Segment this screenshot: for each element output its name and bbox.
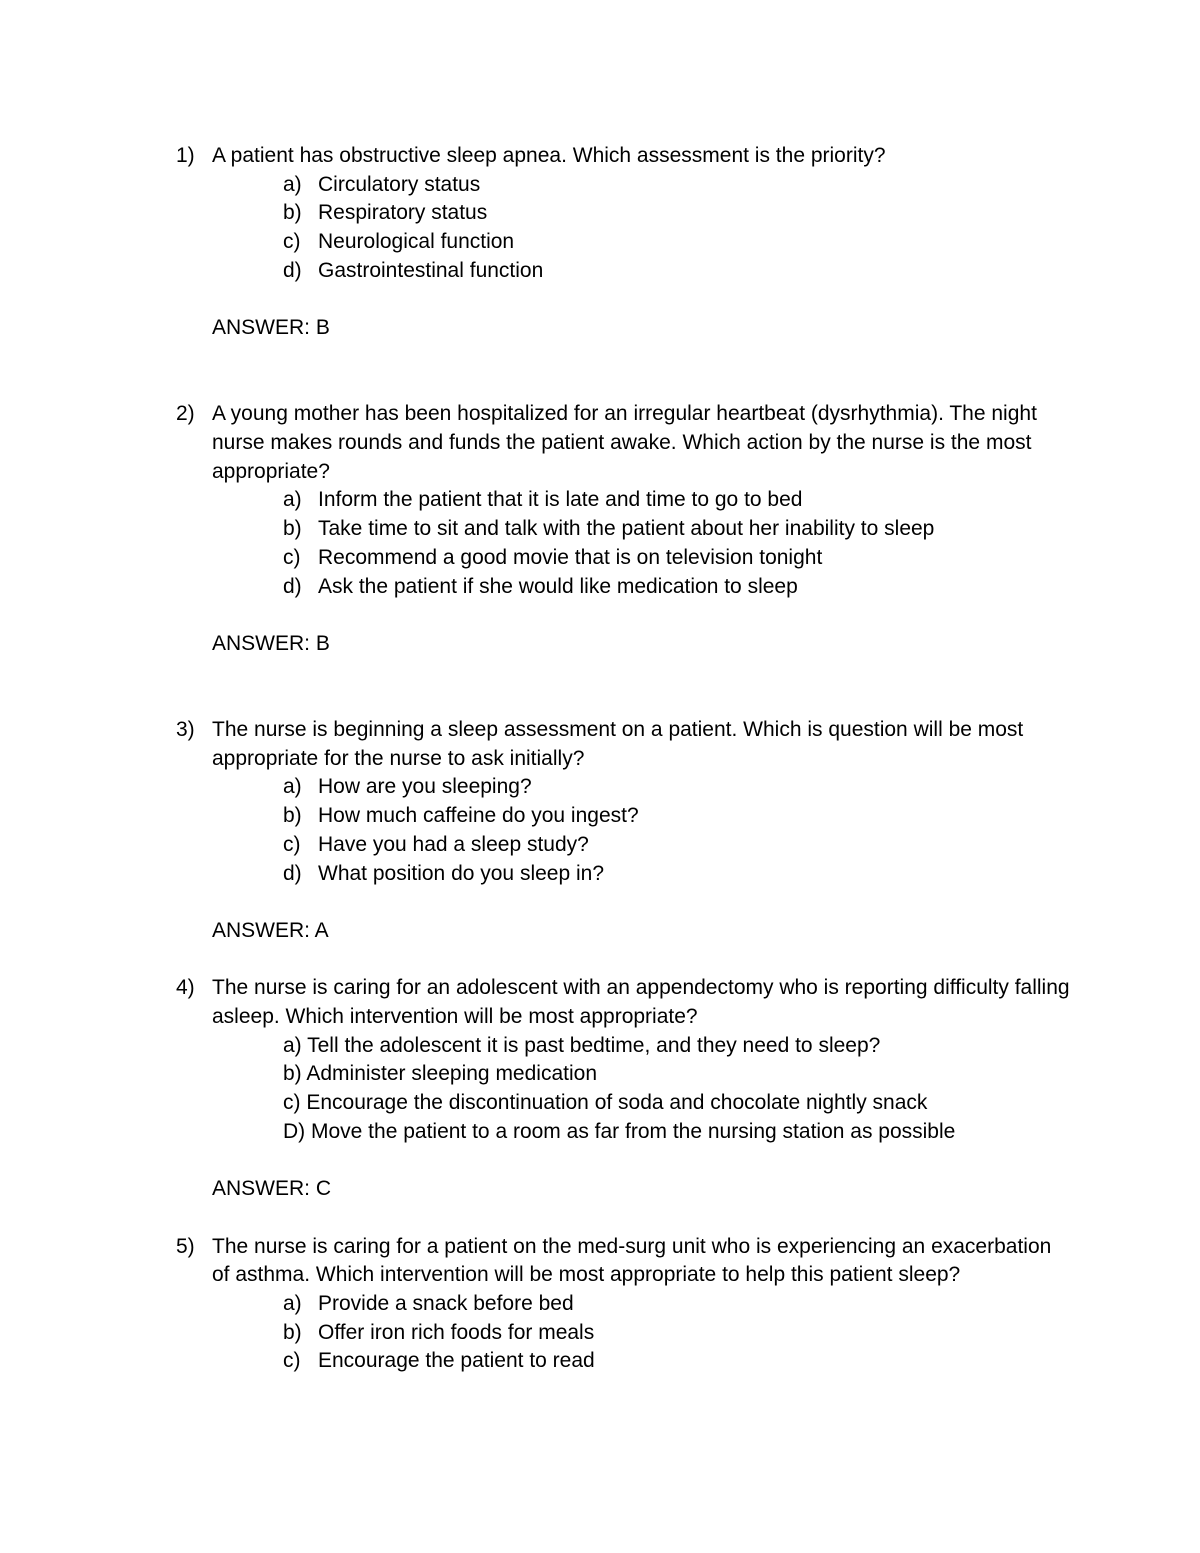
question-text: The nurse is caring for a patient on the med-surg unit who is experiencing an exacerbation of asthma. Which intervention will be most appropriate to help this patient sleep? bbox=[212, 1234, 1052, 1287]
option-b bbox=[212, 199, 1072, 228]
option-letter: c) bbox=[283, 832, 301, 856]
question-text: The nurse is beginning a sleep assessment on a patient. Which is question will be most appropriate for the nurse to ask initially? bbox=[212, 718, 1024, 770]
option-letter: a) bbox=[283, 488, 302, 512]
option-text: How are you sleeping? bbox=[318, 775, 532, 799]
answer-key: ANSWER: C bbox=[212, 1177, 332, 1201]
option-letter: c) bbox=[283, 545, 301, 569]
option-letter: a) bbox=[283, 775, 302, 799]
option-c bbox=[212, 544, 1072, 573]
option-b bbox=[212, 515, 1072, 544]
question-number: 3) bbox=[176, 718, 195, 741]
document-page bbox=[0, 142, 1200, 1376]
option-letter: d) bbox=[283, 574, 302, 598]
question-5 bbox=[0, 1233, 1072, 1377]
option-letter: b) bbox=[283, 517, 302, 541]
option-d bbox=[212, 257, 1072, 286]
question-number: 4) bbox=[176, 976, 195, 1000]
option-b bbox=[212, 802, 1072, 831]
option-b bbox=[212, 1319, 1072, 1348]
option-letter: c) bbox=[283, 1349, 301, 1373]
option-text: Have you had a sleep study? bbox=[318, 832, 589, 856]
option-text: Recommend a good movie that is on television tonight bbox=[318, 545, 823, 569]
spacer bbox=[0, 1204, 1200, 1233]
option-letter: c) bbox=[283, 230, 301, 254]
answer-key: ANSWER: A bbox=[212, 918, 329, 942]
question-4 bbox=[0, 974, 1072, 1204]
option-letter: d) bbox=[283, 258, 302, 282]
option-d: D) Move the patient to a room as far from the nursing station as possible bbox=[283, 1119, 956, 1143]
option-text: Respiratory status bbox=[318, 201, 488, 225]
option-a bbox=[212, 486, 1072, 515]
spacer bbox=[0, 343, 1200, 400]
option-b: b) Administer sleeping medication bbox=[283, 1062, 597, 1086]
option-a bbox=[212, 171, 1072, 200]
option-text: Ask the patient if she would like medication to sleep bbox=[318, 574, 798, 598]
option-a bbox=[212, 773, 1072, 802]
option-letter: a) bbox=[283, 172, 302, 196]
option-d bbox=[212, 860, 1072, 889]
option-letter: b) bbox=[283, 201, 302, 225]
option-c bbox=[212, 1347, 1072, 1376]
question-text: A patient has obstructive sleep apnea. Which assessment is the priority? bbox=[212, 144, 886, 167]
answer-key: ANSWER: B bbox=[212, 316, 330, 340]
option-text: Neurological function bbox=[318, 230, 515, 254]
option-text: Inform the patient that it is late and time to go to bed bbox=[318, 488, 803, 512]
question-2 bbox=[0, 400, 1072, 658]
option-text: How much caffeine do you ingest? bbox=[318, 804, 639, 828]
option-text: Encourage the patient to read bbox=[318, 1349, 595, 1373]
option-a: a) Tell the adolescent it is past bedtime, and they need to sleep? bbox=[283, 1033, 881, 1057]
question-number: 2) bbox=[176, 402, 195, 426]
spacer bbox=[0, 946, 1200, 975]
option-letter: b) bbox=[283, 1320, 302, 1344]
option-text: Gastrointestinal function bbox=[318, 258, 544, 282]
option-text: Provide a snack before bed bbox=[318, 1292, 574, 1315]
question-number: 1) bbox=[176, 144, 195, 167]
spacer bbox=[0, 659, 1200, 716]
option-text: Offer iron rich foods for meals bbox=[318, 1320, 595, 1344]
option-text: Take time to sit and talk with the patient about her inability to sleep bbox=[318, 517, 935, 541]
option-letter: a) bbox=[283, 1292, 302, 1315]
option-c: c) Encourage the discontinuation of soda and chocolate nightly snack bbox=[283, 1091, 928, 1115]
option-d bbox=[212, 573, 1072, 602]
answer-key: ANSWER: B bbox=[212, 631, 330, 655]
option-c bbox=[212, 228, 1072, 257]
option-text: What position do you sleep in? bbox=[318, 861, 605, 885]
question-1 bbox=[0, 142, 1072, 343]
option-c bbox=[212, 831, 1072, 860]
option-a bbox=[212, 1290, 1072, 1319]
option-letter: b) bbox=[283, 804, 302, 828]
question-text: The nurse is caring for an adolescent with an appendectomy who is reporting difficulty falling asleep. Which intervention will be most appropriate? bbox=[212, 976, 1070, 1028]
question-number: 5) bbox=[176, 1234, 195, 1258]
option-text: Circulatory status bbox=[318, 172, 481, 196]
question-3 bbox=[0, 716, 1072, 946]
option-letter: d) bbox=[283, 861, 302, 885]
question-text: A young mother has been hospitalized for an irregular heartbeat (dysrhythmia). The night nurse makes rounds and funds the patient awake. Which action by the nurse is the most appropriate? bbox=[212, 402, 1037, 483]
